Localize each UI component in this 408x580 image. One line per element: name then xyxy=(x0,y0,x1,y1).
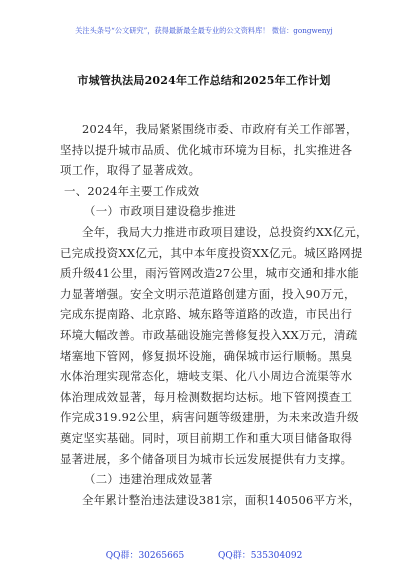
subsection-heading: （一）市政项目建设稳步推进 xyxy=(84,204,236,219)
paragraph-line: 环境大幅改善。市政基础设施完善修复投入XX万元，清疏 xyxy=(60,327,358,342)
paragraph-line: 已完成投资XX亿元，其中本年度投资XX亿元。城区路网提 xyxy=(60,245,363,260)
paragraph-line: 奠定坚实基础。同时，项目前期工作和重大项目储备取得 xyxy=(60,430,353,445)
paragraph-line: 水体治理实现常态化，塘岐支渠、化八小周边合流渠等水 xyxy=(60,369,353,384)
paragraph-line: 全年，我局大力推进市政项目建设，总投资约XX亿元， xyxy=(82,224,368,239)
paragraph-line: 全年累计整治违法建设381宗，面积140506平方米， xyxy=(82,492,361,507)
paragraph-line: 完成东提南路、北京路、城东路等道路的改造，市民出行 xyxy=(60,307,353,322)
footer-contacts xyxy=(0,548,408,561)
paragraph-line: 2024年，我局紧紧围绕市委、市政府有关工作部署， xyxy=(82,122,358,136)
paragraph-line: 力显著增强。安全文明示范道路创建方面，投入90万元， xyxy=(60,286,356,301)
header-banner: 关注头条号“公文研究”，获得最新最全最专业的公文资料库！ 微信：gongwenyj xyxy=(75,26,333,35)
paragraph-line: 项工作，取得了显著成效。 xyxy=(60,163,201,178)
paragraph-line: 作完成319.92公里，病害问题等级建册，为未来改造升级 xyxy=(60,410,359,425)
paragraph-line: 显著进展，多个储备项目为城市长远发展提供有力支撑。 xyxy=(60,451,353,466)
paragraph-line: 质升级41公里，雨污管网改造27公里，城市交通和排水能 xyxy=(60,266,360,281)
paragraph-line: 坚持以提升城市品质、优化城市环境为目标，扎实推进各 xyxy=(60,142,353,157)
paragraph-line: 体治理成效显著，每月检测数据均达标。地下管网摸查工 xyxy=(60,389,353,404)
qq-group-2: QQ群：535304092 xyxy=(218,551,303,561)
section-heading: 一、2024年主要工作成效 xyxy=(64,183,200,198)
document-title: 市城管执法局2024年工作总结和2025年工作计划 xyxy=(77,74,331,87)
subsection-heading: （二）违建治理成效显著 xyxy=(84,472,213,487)
paragraph-line: 堵塞地下管网，修复损坏设施，确保城市运行顺畅。黑臭 xyxy=(60,348,353,363)
qq-group-1: QQ群：30265665 xyxy=(105,551,185,561)
document-body xyxy=(60,119,368,510)
